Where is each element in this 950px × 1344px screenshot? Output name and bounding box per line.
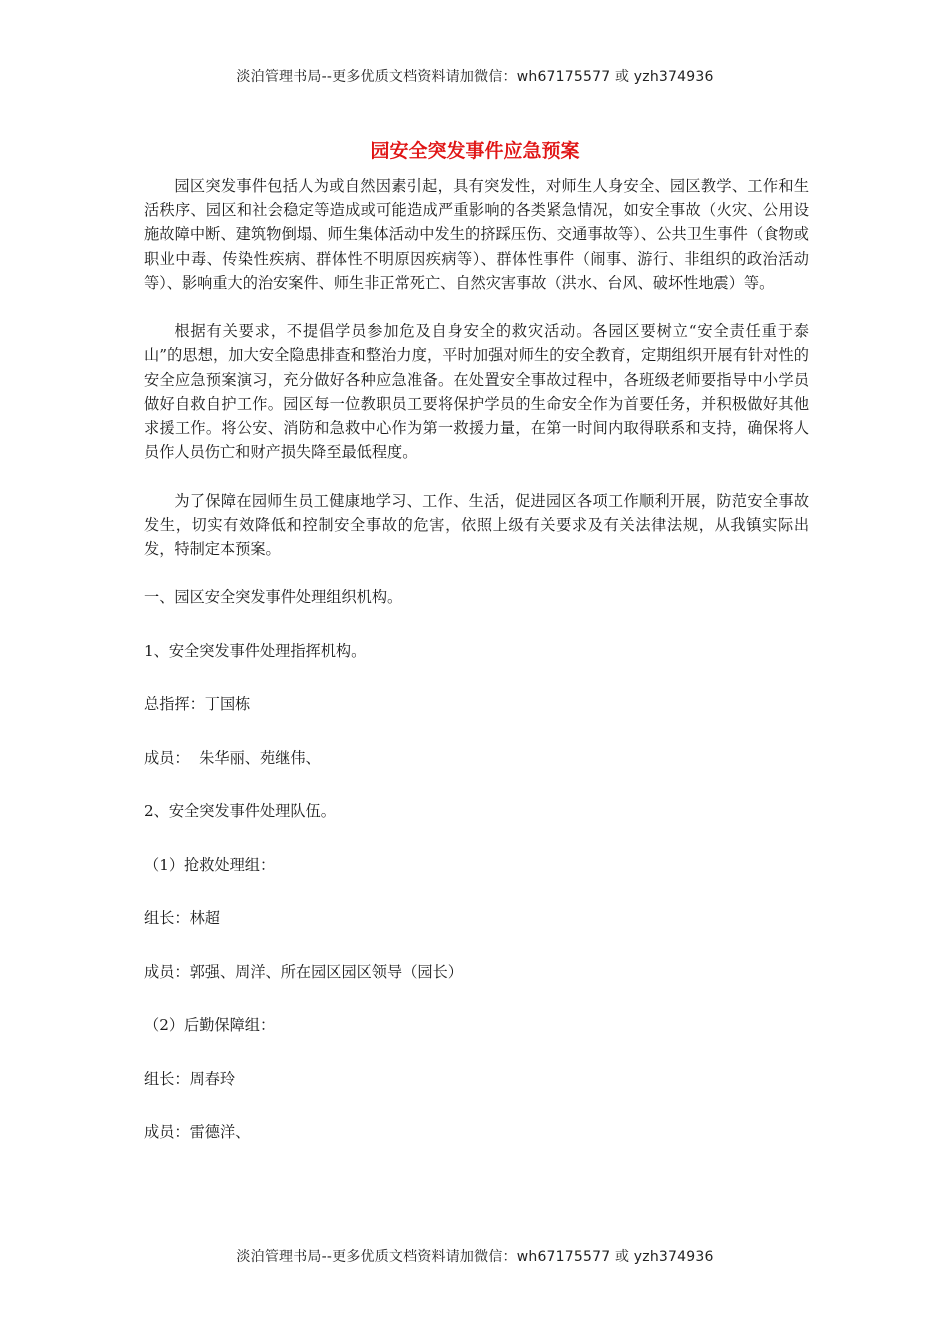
- paragraph-emergency-scope: 园区突发事件包括人为或自然因素引起，具有突发性，对师生人身安全、园区教学、工作和生活秩序、园区和社会稳定等造成或可能造成严重影响的各类紧急情况，如安全事故（火灾、公用设施故障中断、建筑物倒塌、师生集体活动中发生的挤踩压伤、交通事故等）、公共卫生事件（食物或职业中毒、传染性疾病、群体性不明原因疾病等）、群体性事件（闹事、游行、非组织的政治活动等）、影响重大的治安案件、师生非正常死亡、自然灾害事故（洪水、台风、破坏性地震）等。: [144, 177, 809, 292]
- subsection-teams: 2、安全突发事件处理队伍。: [144, 802, 336, 821]
- page-header: 淡泊管理书局--更多优质文档资料请加微信：wh67175577 或 yzh374936: [236, 69, 714, 85]
- commander-line: 总指挥：丁国栋: [144, 695, 251, 714]
- document-title: 园安全突发事件应急预案: [370, 140, 580, 162]
- rescue-group-heading: （1）抢救处理组：: [144, 855, 276, 874]
- logistics-group-heading: （2）后勤保障组：: [144, 1016, 276, 1035]
- rescue-group-leader: 组长：林超: [144, 909, 220, 928]
- command-members-line: 成员： 朱华丽、苑继伟、: [144, 748, 321, 767]
- section-heading-organization: 一、园区安全突发事件处理组织机构。: [144, 588, 403, 607]
- paragraph-requirements: 根据有关要求，不提倡学员参加危及自身安全的救灾活动。各园区要树立“安全责任重于泰山”的思想，加大安全隐患排查和整治力度，平时加强对师生的安全教育，定期组织开展有针对性的安全应急预案演习，充分做好各种应急准备。在处置安全事故过程中，各班级老师要指导中小学员做好自救自护工作。园区每一位教职员工要将保护学员的生命安全作为首要任务，并积极做好其他求援工作。将公安、消防和急救中心作为第一救援力量，在第一时间内取得联系和支持，确保将人员作人员伤亡和财产损失降至最低程度。: [144, 322, 809, 462]
- logistics-group-members: 成员：雷德洋、: [144, 1123, 251, 1142]
- page-footer: 淡泊管理书局--更多优质文档资料请加微信：wh67175577 或 yzh374936: [236, 1249, 714, 1265]
- paragraph-purpose: 为了保障在园师生员工健康地学习、工作、生活，促进园区各项工作顺利开展，防范安全事故发生，切实有效降低和控制安全事故的危害，依照上级有关要求及有关法律法规，从我镇实际出发，特制定本预案。: [144, 491, 809, 559]
- logistics-group-leader: 组长：周春玲: [144, 1069, 236, 1088]
- subsection-command: 1、安全突发事件处理指挥机构。: [144, 641, 367, 660]
- document-body: [144, 174, 809, 1174]
- rescue-group-members: 成员：郭强、周洋、所在园区园区领导（园长）: [144, 962, 463, 981]
